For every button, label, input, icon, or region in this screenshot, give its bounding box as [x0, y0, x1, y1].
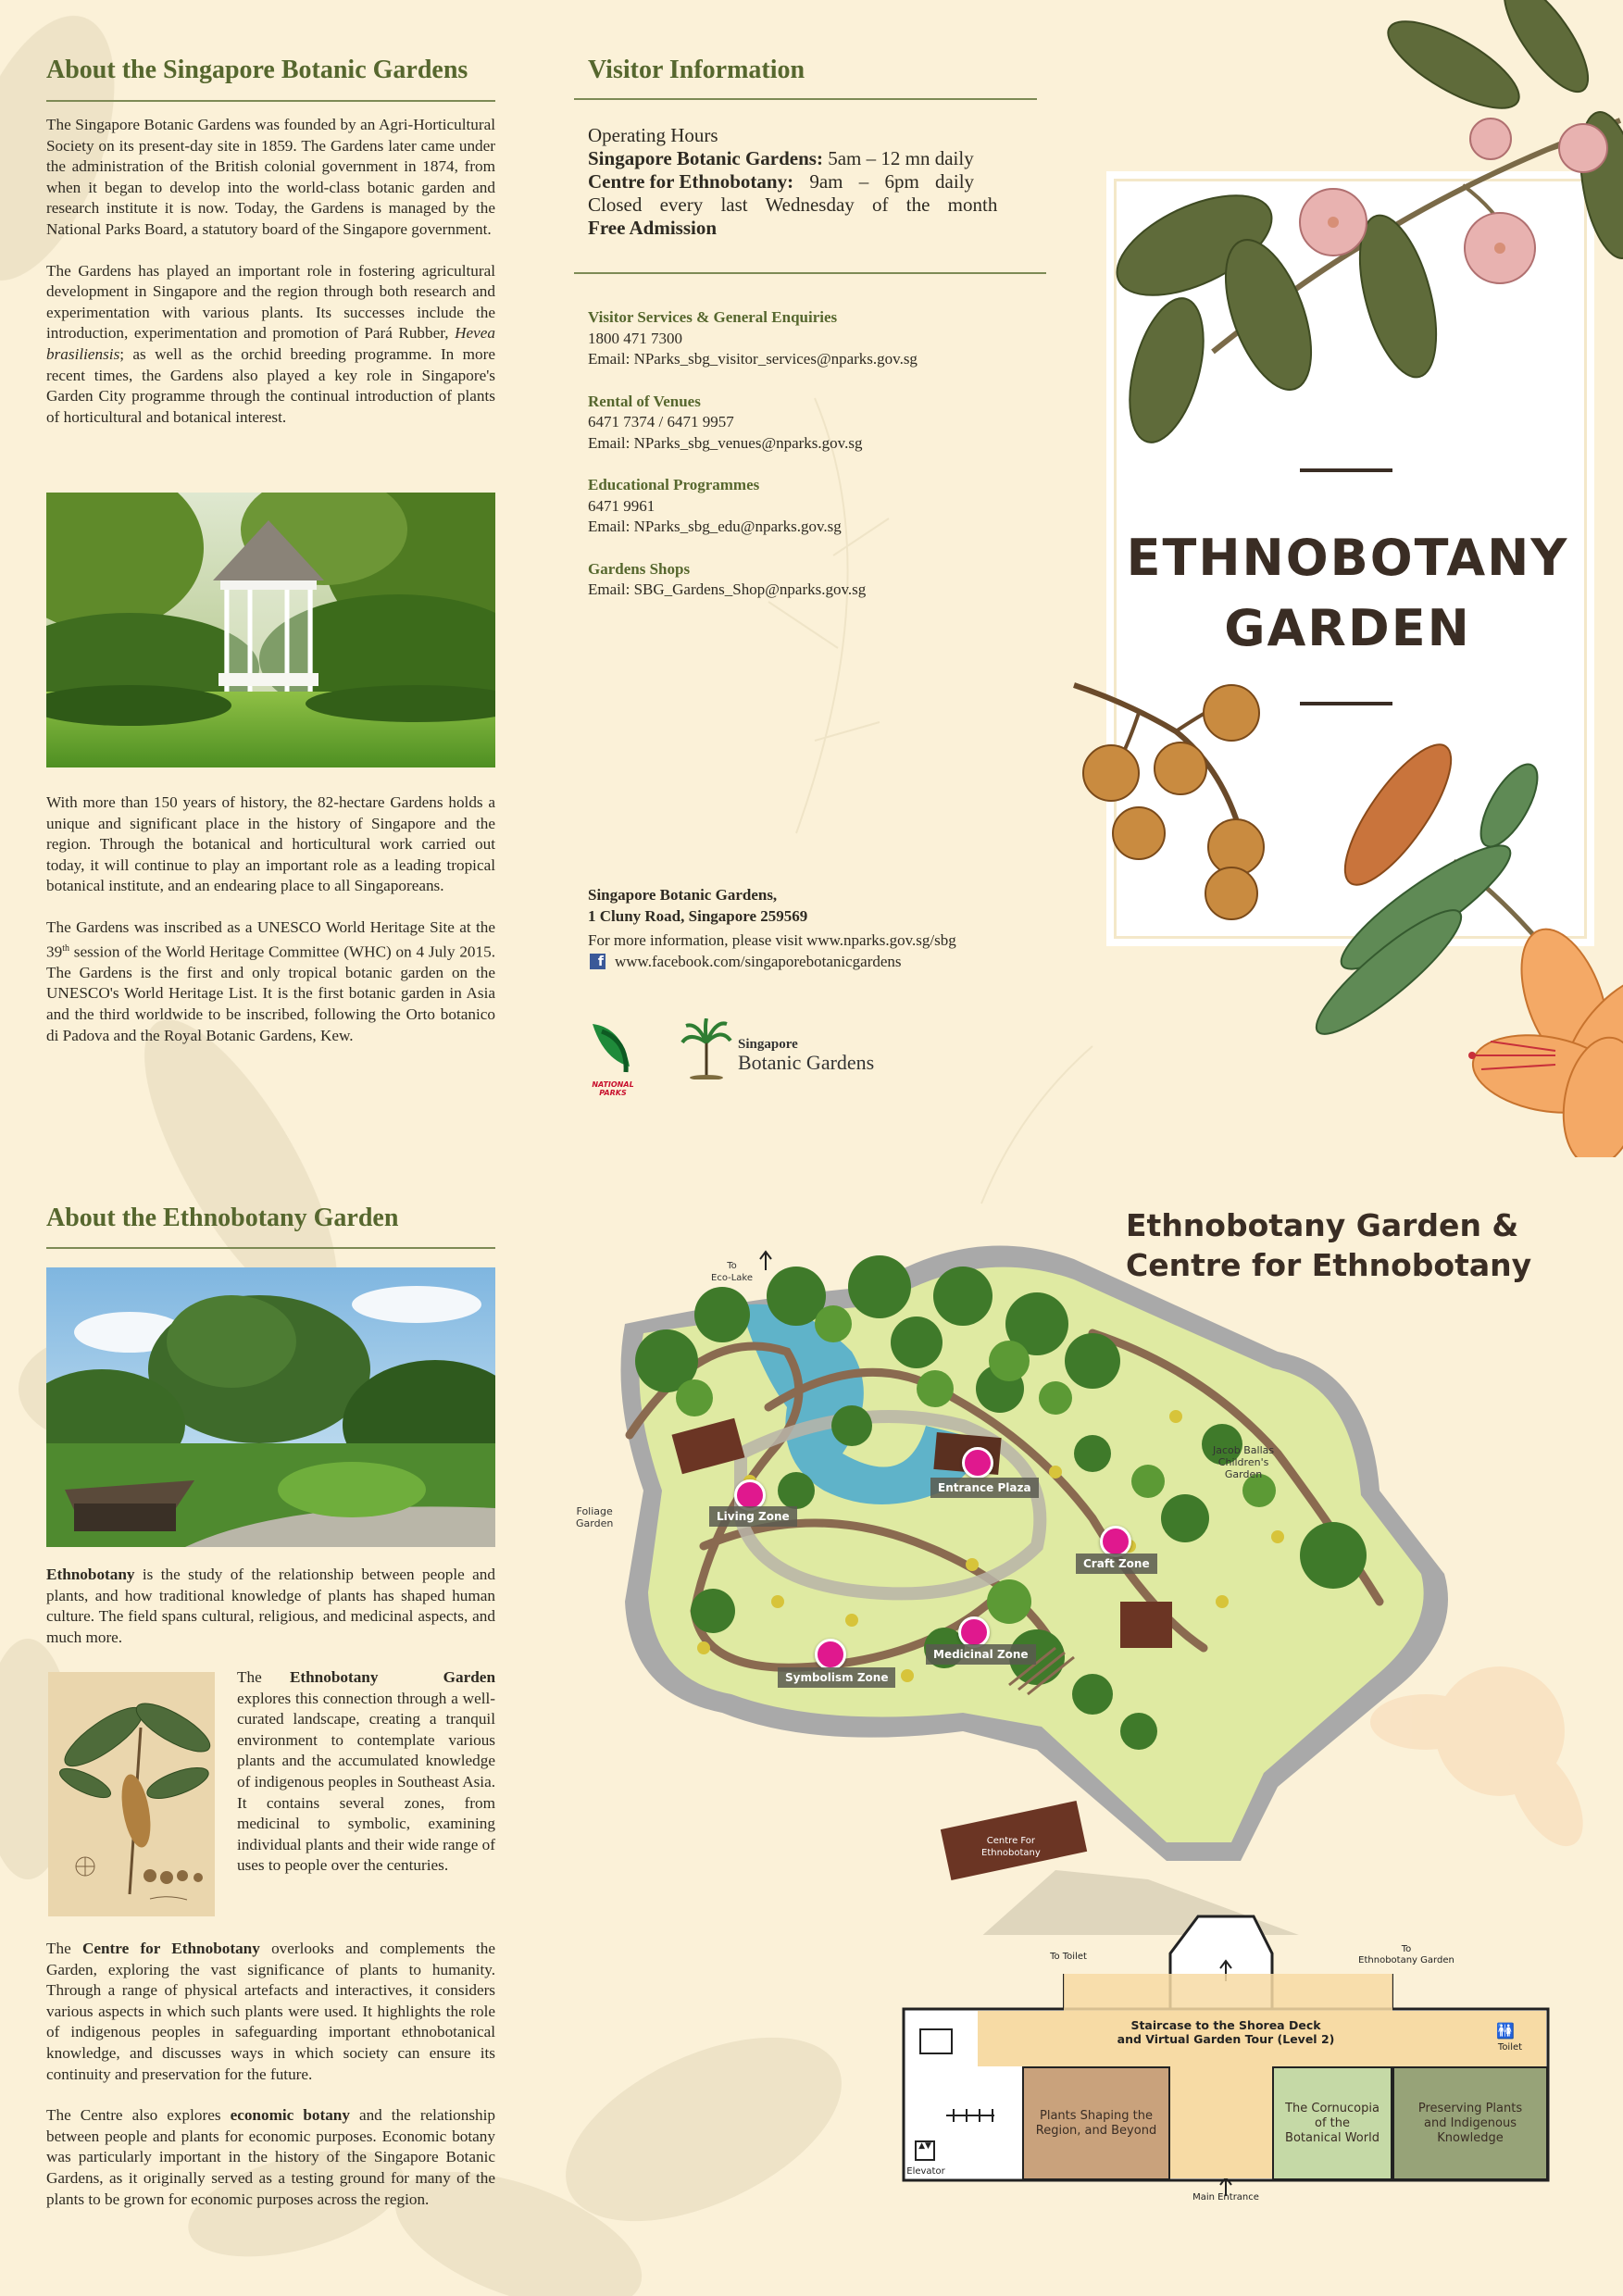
map-title: Ethnobotany Garden & Centre for Ethnobotany — [1126, 1207, 1532, 1283]
about-eg-text-2 — [237, 1667, 495, 1897]
operating-hours-heading: Operating Hours — [588, 124, 718, 146]
herbarium-illustration — [48, 1672, 215, 1916]
to-ethnobotany-garden-label: To Ethnobotany Garden — [1358, 1944, 1454, 1965]
sbg-logo: Singapore Botanic Gardens — [680, 1018, 874, 1079]
rental-email[interactable]: Email: NParks_sbg_venues@nparks.gov.sg — [588, 433, 863, 452]
ethnobotany-garden-photo — [46, 1267, 495, 1547]
room-preserving[interactable]: Preserving Plants and Indigenous Knowledge — [1392, 2066, 1548, 2180]
visitor-info-rule-mid — [574, 272, 1046, 274]
about-sbg-text-bottom — [46, 792, 495, 1067]
visitor-services-email[interactable]: Email: NParks_sbg_visitor_services@nparks.gov.sg — [588, 350, 918, 368]
visitor-info-rule-top — [574, 98, 1037, 100]
more-info[interactable]: For more information, please visit www.nparks.gov.sg/sbg — [588, 931, 956, 949]
medicinal-zone-label[interactable]: Medicinal Zone — [926, 1644, 1036, 1665]
palm-tree-icon — [680, 1018, 732, 1079]
garden-map — [574, 1213, 1500, 1935]
national-parks-leaf-icon — [585, 1018, 641, 1076]
staircase-label: Staircase to the Shorea Deck and Virtual Garden Tour (Level 2) — [1117, 2018, 1335, 2046]
about-eg-title: About the Ethnobotany Garden — [46, 1204, 399, 1232]
to-eco-lake-label: To Eco-Lake — [711, 1261, 754, 1283]
symbolism-zone-label[interactable]: Symbolism Zone — [778, 1667, 895, 1688]
elevator-icon: ▲▼ — [915, 2140, 935, 2161]
about-sbg-para-3: With more than 150 years of history, the 82-hectare Gardens holds a unique and significant place in the history of Singapore and the region. Through the botanical and horticultural work carried out today, it will continue to play an important role as a leading tropical botanical institute, and an endearing place to all Singaporeans. — [46, 793, 495, 895]
about-sbg-para-1: The Singapore Botanic Gardens was founded by an Agri-Horticultural Society on its present-day site in 1859. The Gardens later came under the administration of the British colonial government in 1874, from when it began to develop into the world-class botanic garden and research institute it is now. Today, the Gardens is managed by the National Parks Board, a statutory board of the Singapore government. — [46, 116, 495, 238]
corridor-upper — [1064, 1974, 1392, 2011]
about-sbg-para-2: The Gardens has played an important role in fostering agricultural development in Singapore and the region through both research and experimentation with various plants. Its successes include the introduction, experimentation and promotion of Pará Rubber, Hevea brasiliensis; as well as the orchid breeding programme. In more recent times, the Gardens also played a key role in Singapore's Garden City programme through the continual introduction of plants of horticultural and botanical interest. — [46, 261, 495, 426]
national-parks-logo: NATIONAL PARKS — [585, 1018, 641, 1096]
shops-email[interactable]: Email: SBG_Gardens_Shop@nparks.gov.sg — [588, 580, 867, 598]
contact-education: Educational Programmes 6471 9961 Email: NParks_sbg_edu@nparks.gov.sg — [588, 475, 1023, 538]
cfe-hours: Centre for Ethnobotany: 9am – 6pm daily — [588, 170, 975, 193]
centre-for-ethnobotany-label[interactable]: Centre For Ethnobotany — [981, 1836, 1041, 1858]
jacob-ballas-label: Jacob Ballas Children's Garden — [1213, 1444, 1275, 1480]
living-zone-label[interactable]: Living Zone — [709, 1506, 797, 1527]
about-sbg-para-4: The Gardens was inscribed as a UNESCO World Heritage Site at the 39th session of the World Heritage Committee (WHC) on 4 July 2015. The Gardens is the first and only tropical botanic garden on the UNESCO's World Heritage List. It is the first botanic garden in Asia and the third worldwide to be inscribed, following the Orto botanico di Padova and the Royal Botanic Gardens, Kew. — [46, 917, 495, 1044]
to-toilet-label: To Toilet — [1050, 1952, 1087, 1962]
medicinal-zone-marker[interactable] — [958, 1616, 990, 1648]
corridor-lower — [1170, 2066, 1272, 2178]
toilet-icon: 🚻 — [1496, 2022, 1515, 2040]
entrance-plaza-label[interactable]: Entrance Plaza — [930, 1478, 1039, 1498]
elevator-label: Elevator — [906, 2166, 945, 2177]
contact-rental: Rental of Venues 6471 7374 / 6471 9957 Email: NParks_sbg_venues@nparks.gov.sg — [588, 392, 1023, 455]
about-eg-para-3: The Centre for Ethnobotany overlooks and complements the Garden, exploring the vast significance of plants to humanity. Through a range of physical artefacts and interactives, it considers various aspects in which such plants were used. It highlights the role of indigenous peoples in safeguarding important ethnobotanical knowledge, and discusses ways in which society can ensure its continuity and preservation for the future. — [46, 1940, 495, 2083]
address-line-2: 1 Cluny Road, Singapore 259569 — [588, 906, 808, 925]
foliage-garden-label: Foliage Garden — [576, 1505, 614, 1529]
about-eg-para-1: Ethnobotany is the study of the relationship between people and plants, and how traditional knowledge of plants has shaped human culture. The field spans cultural, religious, and medicinal aspects, and much more. — [46, 1566, 495, 1646]
education-email[interactable]: Email: NParks_sbg_edu@nparks.gov.sg — [588, 518, 842, 535]
address-line-1: Singapore Botanic Gardens, — [588, 886, 778, 904]
symbolism-zone-marker[interactable] — [815, 1639, 846, 1670]
contact-shops: Gardens Shops Email: SBG_Gardens_Shop@nparks.gov.sg — [588, 559, 1023, 601]
bandstand-photo — [46, 493, 495, 767]
visitor-info-title: Visitor Information — [588, 56, 805, 84]
contact-visitor-services: Visitor Services & General Enquiries 1800 471 7300 Email: NParks_sbg_visitor_services@nparks.gov.sg — [588, 307, 1023, 370]
about-sbg-title: About the Singapore Botanic Gardens — [46, 56, 468, 84]
room-cornucopia[interactable]: The Cornucopia of the Botanical World — [1272, 2066, 1392, 2180]
facebook-icon: f — [590, 954, 606, 969]
operating-hours — [588, 124, 1011, 240]
floor-plan — [902, 1907, 1550, 2203]
cover-botanical-illustrations — [1065, 0, 1623, 1157]
closed-note: Closed every last Wednesday of the month — [588, 193, 998, 216]
address-block — [588, 885, 1023, 972]
about-sbg-text-top — [46, 115, 495, 448]
sbg-hours: Singapore Botanic Gardens: 5am – 12 mn daily — [588, 147, 974, 169]
about-eg-para-2: The Ethnobotany Garden explores this connection through a well-curated landscape, creating a tranquil environment to contemplate various plants and the accumulated knowledge of indigenous peoples in Southeast Asia. It contains several zones, from medicinal to symbolic, examining individual plants and their wide range of uses to people over the centuries. — [237, 1668, 495, 1875]
craft-zone-label[interactable]: Craft Zone — [1076, 1554, 1157, 1574]
about-eg-para-4: The Centre also explores economic botany and the relationship between people and plants for economic purposes. Economic botany was particularly important in the history of the Singapore Botanic Gardens, as it originally served as a testing ground for many of the plants to be grown for economic purposes across the region. — [46, 2106, 495, 2208]
contacts-list — [588, 307, 1023, 622]
cover-title-line-2: GARDEN — [1224, 599, 1471, 657]
craft-zone-marker[interactable] — [1100, 1526, 1131, 1557]
about-eg-text-3 — [46, 1939, 495, 2230]
about-eg-rule — [46, 1247, 495, 1249]
toilet-label: Toilet — [1497, 2042, 1523, 2053]
cover-title-line-1: ETHNOBOTANY — [1126, 529, 1569, 587]
entrance-plaza-marker[interactable] — [962, 1447, 993, 1479]
facebook-link[interactable]: f www.facebook.com/singaporebotanicgardens — [588, 952, 1023, 973]
room-plants-shaping[interactable]: Plants Shaping the Region, and Beyond — [1022, 2066, 1170, 2180]
about-sbg-rule — [46, 100, 495, 102]
main-entrance-label: Main Entrance — [1192, 2192, 1259, 2202]
free-admission: Free Admission — [588, 217, 718, 239]
about-eg-text-1 — [46, 1565, 495, 1668]
